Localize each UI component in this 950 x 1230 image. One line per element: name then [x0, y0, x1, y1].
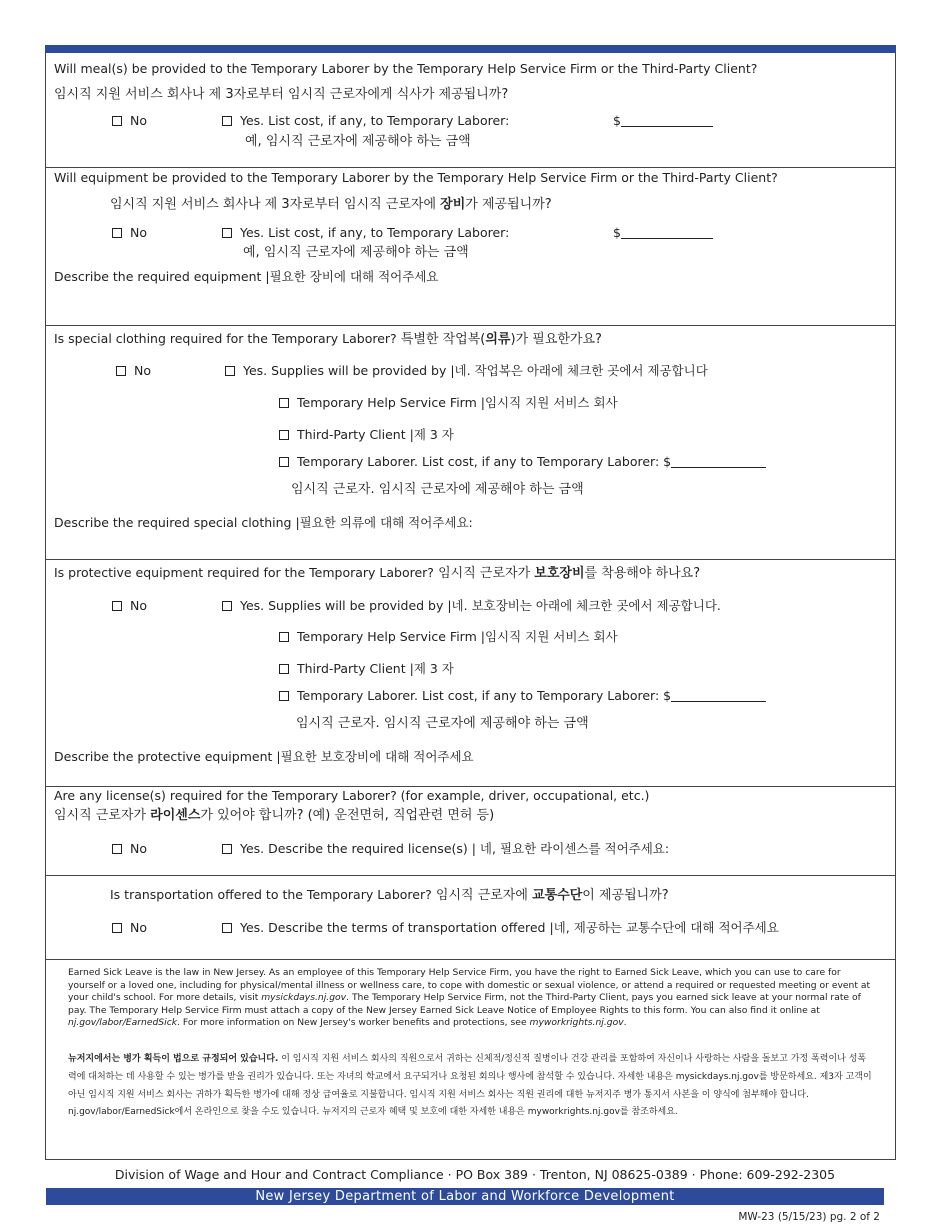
clothing-yes-checkbox[interactable] [225, 366, 235, 376]
protective-opt-client[interactable]: Third-Party Client |제 3 자 [279, 661, 454, 677]
meals-no-checkbox[interactable] [112, 116, 122, 126]
clothing-cost-line[interactable] [671, 455, 766, 468]
protective-no-option[interactable]: No [112, 598, 147, 614]
meals-cost-line[interactable] [621, 114, 713, 127]
form-number: MW-23 (5/15/23) pg. 2 of 2 [738, 1211, 880, 1223]
footer-address: Division of Wage and Hour and Contract Compliance · PO Box 389 · Trenton, NJ 08625-0389 · Phone: 609-292-2305 [114, 1167, 836, 1182]
meals-no-option[interactable]: No [112, 113, 147, 129]
transport-question: Is transportation offered to the Temporary Laborer? 임시직 근로자에 교통수단이 제공됩니까? [110, 887, 669, 903]
myworkrights-link[interactable]: myworkrights.nj.gov [529, 1017, 624, 1029]
clothing-firm-checkbox[interactable] [279, 398, 289, 408]
clothing-client-checkbox[interactable] [279, 430, 289, 440]
transport-section [46, 875, 895, 960]
protective-describe-label: Describe the protective equipment |필요한 보호장비에 대해 적어주세요 [54, 749, 474, 764]
top-accent-bar [45, 45, 896, 53]
equipment-no-option[interactable]: No [112, 225, 147, 241]
protective-opt-firm[interactable]: Temporary Help Service Firm |임시직 지원 서비스 회사 [279, 629, 618, 645]
protective-no-checkbox[interactable] [112, 601, 122, 611]
protective-cost-line[interactable] [671, 689, 766, 702]
sick-leave-notice-en: Earned Sick Leave is the law in New Jersey. As an employee of this Temporary Help Service Firm, you have the right to Earned Sick Leave, which you can use to care for yourself or a loved one, including for physical/mental illness or wellness care, to cope with domestic or sexual violence, or attend a required or requested meeting or event at your child's school. For more details, visit mysickdays.nj.gov. The Temporary Help Service Firm, not the Third-Party Client, pays you earned sick leave at your normal rate of pay. The Temporary Help Service Firm must attach a copy of the New Jersey Earned Sick Leave Notice of Employee Rights to this form. You can also find it online at nj.gov/labor/EarnedSick. For more information on New Jersey's worker benefits and protections, see myworkrights.nj.gov. [68, 967, 871, 1029]
clothing-no-option[interactable]: No [116, 363, 151, 379]
clothing-opt-laborer[interactable]: Temporary Laborer. List cost, if any to Temporary Laborer: $ [279, 454, 766, 470]
clothing-opt-firm[interactable]: Temporary Help Service Firm |임시직 지원 서비스 회사 [279, 395, 618, 411]
meals-question-en: Will meal(s) be provided to the Temporary Laborer by the Temporary Help Service Firm or the Third-Party Client? [54, 61, 758, 76]
equipment-yes-option[interactable]: Yes. List cost, if any, to Temporary Laborer: [222, 225, 509, 241]
equipment-yes-ko: 예, 임시직 근로자에 제공해야 하는 금액 [243, 245, 469, 260]
earned-sick-link[interactable]: nj.gov/labor/EarnedSick [68, 1017, 178, 1029]
protective-laborer-ko: 임시직 근로자. 임시직 근로자에 제공해야 하는 금액 [296, 716, 589, 731]
footer-department-bar: New Jersey Department of Labor and Workforce Development [46, 1188, 884, 1205]
meals-question-ko: 임시직 지원 서비스 회사나 제 3자로부터 임시직 근로자에게 식사가 제공됩니까? [54, 87, 509, 102]
protective-section [46, 559, 895, 787]
meals-section [46, 53, 895, 168]
equipment-question-ko: 임시직 지원 서비스 회사나 제 3자로부터 임시직 근로자에 장비가 제공됩니까? [110, 197, 552, 212]
equipment-no-checkbox[interactable] [112, 228, 122, 238]
clothing-describe-label: Describe the required special clothing |필요한 의류에 대해 적어주세요: [54, 515, 473, 530]
equipment-cost-field[interactable]: $ [613, 225, 713, 241]
clothing-section [46, 325, 895, 560]
equipment-describe-label: Describe the required equipment |필요한 장비에 대해 적어주세요 [54, 269, 439, 284]
clothing-yes-option[interactable]: Yes. Supplies will be provided by |네. 작업복은 아래에 체크한 곳에서 제공합니다 [225, 363, 708, 379]
meals-yes-ko: 예, 임시직 근로자에 제공해야 하는 금액 [245, 134, 471, 149]
protective-question: Is protective equipment required for the Temporary Laborer? 임시직 근로자가 보호장비를 착용해야 하나요? [54, 565, 701, 581]
protective-opt-laborer[interactable]: Temporary Laborer. List cost, if any to Temporary Laborer: $ [279, 688, 766, 704]
sick-leave-notice-ko: 뉴저지에서는 병가 획득이 법으로 규정되어 있습니다. 이 임시직 지원 서비스 회사의 직원으로서 귀하는 신체적/정신적 질병이나 건강 관리를 포함하여 자신이나 사랑하는 사람을 돌보고 가정 폭력이나 성폭력에 대처하는 데 사용할 수 있는 병가를 받을 권리가 있습니다. 또는 자녀의 학교에서 요구되거나 요청된 회의나 행사에 참석할 수 있습니다. 자세한 내용은 mysickdays.nj.gov를 방문하세요. 제3자 고객이 아닌 임시직 지원 서비스 회사는 귀하가 획득한 병가에 대해 정상 급여율로 지불합니다. 임시직 지원 서비스 회사는 직원 권리에 대한 뉴저지주 병가 통지서 사본을 이 양식에 첨부해야 합니다. nj.gov/labor/EarnedSick에서 온라인으로 찾을 수도 있습니다. 뉴저지의 근로자 혜택 및 보호에 대한 자세한 내용은 myworkrights.nj.gov를 참조하세요. [68, 1054, 872, 1118]
transport-no-option[interactable]: No [112, 920, 147, 936]
transport-no-checkbox[interactable] [112, 923, 122, 933]
clothing-no-checkbox[interactable] [116, 366, 126, 376]
clothing-question: Is special clothing required for the Temporary Laborer? 특별한 작업복(의류)가 필요한가요? [54, 331, 602, 347]
protective-laborer-checkbox[interactable] [279, 691, 289, 701]
license-question-ko: 임시직 근로자가 라이센스가 있어야 합니까? (예) 운전면허, 직업관련 면허 등) [54, 808, 495, 823]
equipment-yes-checkbox[interactable] [222, 228, 232, 238]
clothing-laborer-ko: 임시직 근로자. 임시직 근로자에 제공해야 하는 금액 [291, 482, 584, 497]
license-yes-option[interactable]: Yes. Describe the required license(s) | 네, 필요한 라이센스를 적어주세요: [222, 841, 669, 857]
protective-client-checkbox[interactable] [279, 664, 289, 674]
protective-yes-option[interactable]: Yes. Supplies will be provided by |네. 보호장비는 아래에 체크한 곳에서 제공합니다. [222, 598, 721, 614]
transport-yes-checkbox[interactable] [222, 923, 232, 933]
license-yes-checkbox[interactable] [222, 844, 232, 854]
protective-firm-checkbox[interactable] [279, 632, 289, 642]
equipment-cost-line[interactable] [621, 226, 713, 239]
form-frame [45, 53, 896, 1160]
meals-yes-option[interactable]: Yes. List cost, if any, to Temporary Laborer: [222, 113, 509, 129]
license-no-option[interactable]: No [112, 841, 147, 857]
license-section [46, 786, 895, 876]
clothing-opt-client[interactable]: Third-Party Client |제 3 자 [279, 427, 454, 443]
license-no-checkbox[interactable] [112, 844, 122, 854]
meals-cost-field[interactable]: $ [613, 113, 713, 129]
equipment-section [46, 167, 895, 326]
meals-yes-checkbox[interactable] [222, 116, 232, 126]
transport-yes-option[interactable]: Yes. Describe the terms of transportation offered |네, 제공하는 교통수단에 대해 적어주세요 [222, 920, 779, 936]
equipment-question-en: Will equipment be provided to the Temporary Laborer by the Temporary Help Service Firm or the Third-Party Client? [54, 170, 778, 185]
license-question-en: Are any license(s) required for the Temporary Laborer? (for example, driver, occupational, etc.) [54, 788, 650, 803]
protective-yes-checkbox[interactable] [222, 601, 232, 611]
clothing-laborer-checkbox[interactable] [279, 457, 289, 467]
mysickdays-link[interactable]: mysickdays.nj.gov [261, 992, 347, 1004]
